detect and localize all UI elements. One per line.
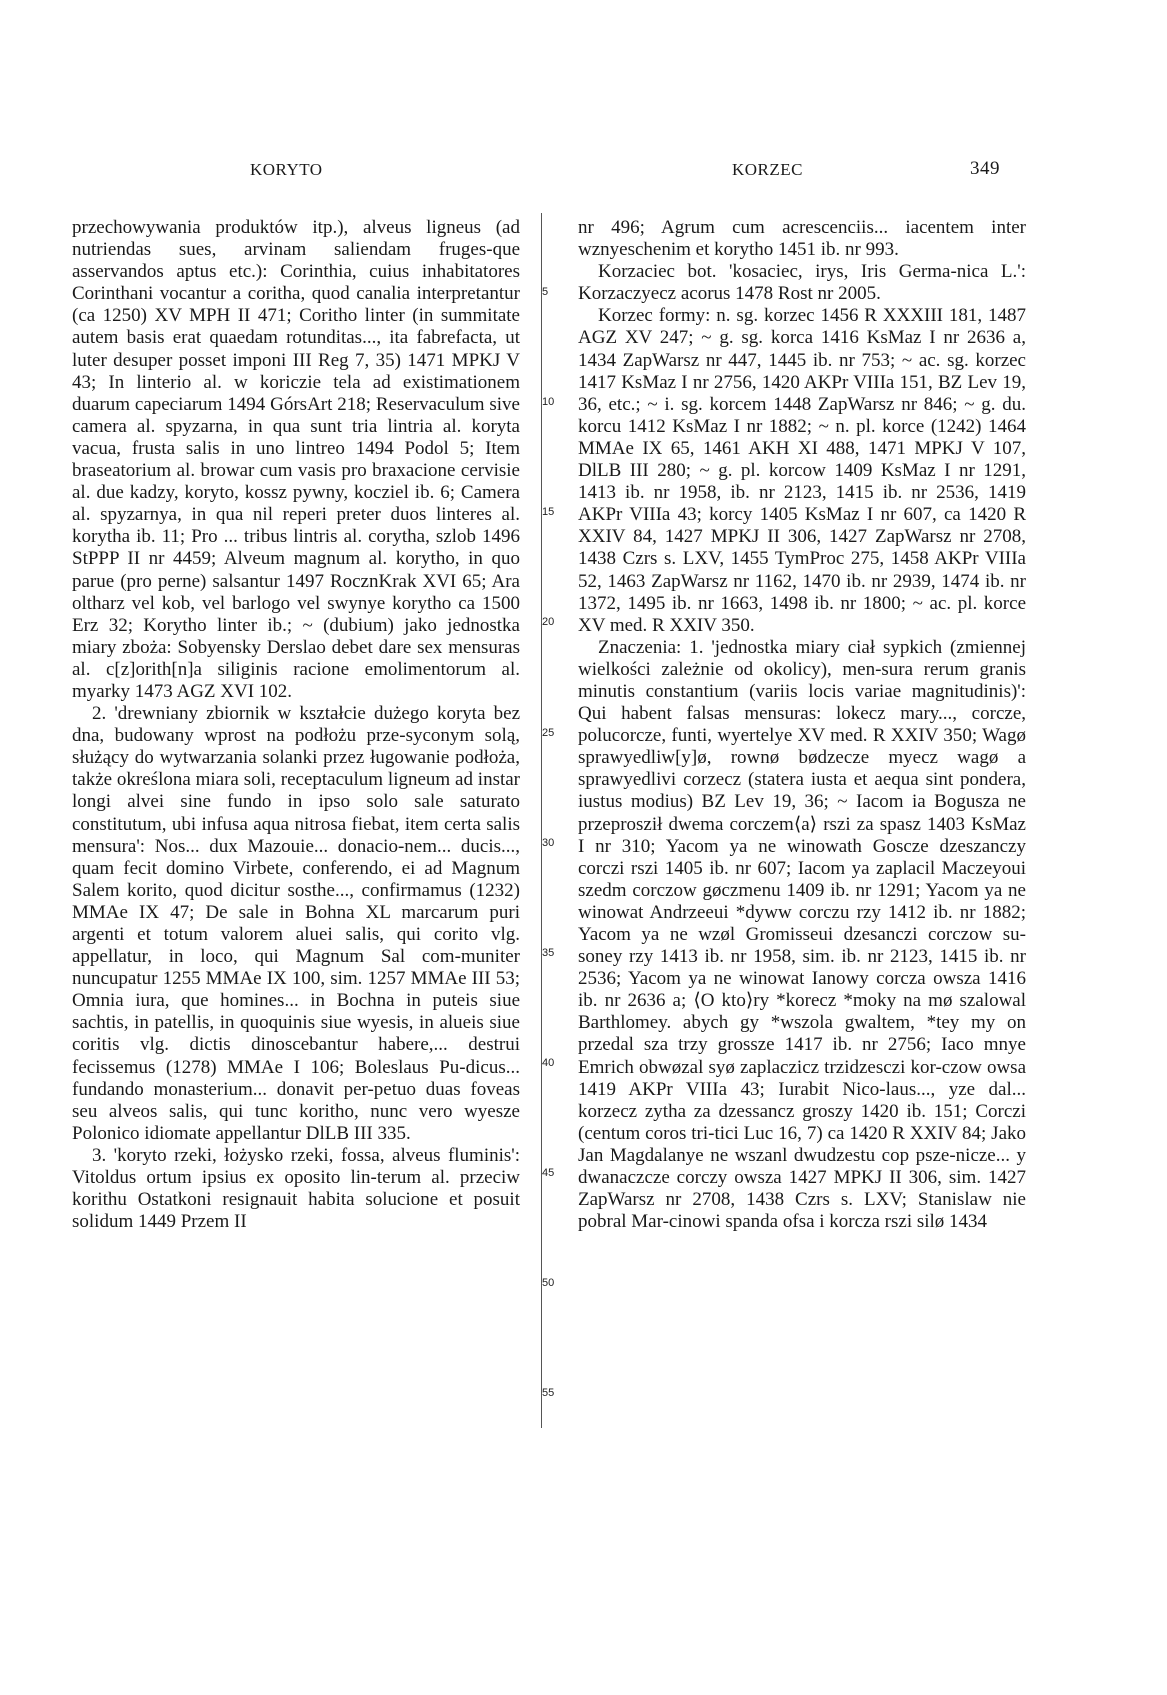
right-column xyxy=(578,217,1026,1233)
line-number: 15 xyxy=(542,506,555,518)
line-number: 5 xyxy=(542,286,549,298)
entry-koryto-sense-2: 2. 'drewniany zbiornik w kształcie dużego koryta bez dna, budowany wprost na podłożu prze-syconym solą, służący do wytwarzania solanki przez ługowanie podłoża, także określona miara soli, receptaculum ligneum ad instar longi alvei sine fundo in ipso solo sale saturato constitutum, ubi infusa aqua nitrosa fiebat, item certa salis mensura': Nos... dux Mazouie... donacio-nem... ducis..., quam fecit domino Virbete, conferendo, ei ad Magnum Salem korito, quod dicitur sosthe..., confirmamus (1232) MMAe IX 47; De sale in Bohna XL marcarum puri argenti et totum valorem aluei salis, qui corito vlg. appellatur, in loco, qui Magnum Sal com-muniter nuncupatur 1255 MMAe IX 100, sim. 1257 MMAe III 53; Omnia iura, que homines... in Bochna in puteis siue sachtis, in patellis, in quoquinis siue wyesis, in alueis siue coritis vlg. dictis dinoscebantur habere,... destrui fecissemus (1278) MMAe I 106; Boleslaus Pu-dicus... fundando monasterium... donavit per-petuo duas foveas seu alveos salis, qui tunc koritho, nunc vero wyesze Polonico idiomate appellantur DlLB III 335. xyxy=(72,703,520,1144)
line-number: 55 xyxy=(542,1387,555,1399)
running-head-left: KORYTO xyxy=(250,160,323,179)
line-number: 20 xyxy=(542,616,555,628)
entry-koryto-continuation: nr 496; Agrum cum acrescenciis... iacentem inter wznyeschenim et korytho 1451 ib. nr 993. xyxy=(578,217,1026,261)
line-number: 25 xyxy=(542,727,555,739)
line-number: 35 xyxy=(542,947,555,959)
line-number: 30 xyxy=(542,837,555,849)
page-number: 349 xyxy=(970,158,1000,179)
entry-korzaciec: Korzaciec bot. 'kosaciec, irys, Iris Germa-nica L.': Korzaczyecz acorus 1478 Rost nr 2005. xyxy=(578,261,1026,305)
line-number: 40 xyxy=(542,1057,555,1069)
line-number: 45 xyxy=(542,1167,555,1179)
entry-koryto-sense-1: przechowywania produktów itp.), alveus ligneus (ad nutriendas sues, arvinam saliendam fruges-que asservandos aptus etc.): Corinthia, cuius inhabitatores Corinthani vocantur a coritha, quod canalia interpretantur (ca 1250) XV MPH II 471; Coritho linter (in summitate autem basis erat quaedam rotunditas..., ita fabrefacta, ut luter desuper posset imponi III Reg 7, 35) 1471 MPKJ V 43; In linterio al. w koriczie tela ad existimationem duarum capeciarum 1494 GórsArt 218; Reservaculum sive camera al. spyzarna, in qua sunt tria lintria al. koryta vacua, frusta salis in uno lintreo 1494 Podol 5; Item braseatorium al. browar cum vasis pro braxacione cervisie al. due kadzy, koryto, kossz pywny, kocziel ib. 6; Camera al. spyzarnya, in qua nil reperi preter duos linteres al. korytha ib. 11; Pro ... tribus lintris al. corytha, szlob 1496 StPPP II nr 4459; Alveum magnum al. korytho, in quo parue (pro perne) salsantur 1497 RocznKrak XVI 65; Ara oltharz vel kob, vel barlogo vel swynye korytho ca 1500 Erz 32; Korytho linter ib.; ~ (dubium) jako jednostka miary zboża: Sobyensky Derslao debet dare sex mensuras al. c[z]orith[n]a siliginis racione emolimentorum al. myarky 1473 AGZ XVI 102. xyxy=(72,217,520,702)
entry-korzec-meanings: Znaczenia: 1. 'jednostka miary ciał sypkich (zmiennej wielkości zależnie od okolicy), men-sura rerum granis minutis constantium (variis locis variae magnitudinis)': Qui habent falsas mensuras: lokecz mary..., corcze, polucorcze, funti, wyertelye XV med. R XXIV 350; Wagø sprawyedliw[y]ø, rownø bødzecze myecz wagø a sprawyedlivi corzecz (statera iusta et aequa sint pondera, iustus modius) BZ Lev 19, 36; ~ Iacom ia Bogusza ne przeprosził dwema corczem⟨a⟩ rszi za spasz 1403 KsMaz I nr 310; Yacom ya ne winowath Goscze dzeszanczy corczi rszi 1405 ib. nr 607; Iacom ya zaplacil Maczeyoui szedm corczow gøczmenu 1409 ib. nr 1291; Yacom ya ne winowat Andrzeeui *dyww corczu rzy 1412 ib. nr 1882; Yacom ya ne wzøl Gromisseui dzesanczi corczow su-soney rzy 1413 ib. nr 1958, sim. ib. nr 2123, 1415 ib. nr 2536; Yacom ya ne winowat Ianowy corcza owsza 1416 ib. nr 2636 a; ⟨O kto⟩ry *korecz *moky na mø szalowal Barthlomey. abych gy *wszola gwaltem, *tey my on przedal sza trzy grossze 1417 ib. nr 2756; Iaco mnye Emrich obwøzal syø zaplaczicz trzidzesczi kor-czow owsa 1419 AKPr VIIIa 43; Iurabit Nico-laus..., yze dal... korzecz zytha za dzessancz groszy 1420 ib. 151; Corczi (centum coros tri-tici Luc 16, 7) ca 1420 R XXIV 84; Jako Jan Magdalanye ne wszanl dwudzestu cop psze-nicze... y dwanaczcze corczy owsza 1427 MPKJ II 306, sim. 1427 ZapWarsz nr 2708, 1438 Czrs s. LXV; Stanislaw nie pobral Mar-cinowi spanda ofsa i korcza rszi silø 1434 xyxy=(578,636,1026,1233)
entry-korzec-forms: Korzec formy: n. sg. korzec 1456 R XXXIII 181, 1487 AGZ XV 247; ~ g. sg. korca 1416 KsMaz I nr 2636 a, 1434 ZapWarsz nr 447, 1445 ib. nr 753; ~ ac. sg. korzec 1417 KsMaz I nr 2756, 1420 AKPr VIIIa 151, BZ Lev 19, 36, etc.; ~ i. sg. korcem 1448 ZapWarsz nr 846; ~ g. du. korcu 1412 KsMaz I nr 1882; ~ n. pl. korce (1242) 1464 MMAe IX 65, 1461 AKH XI 488, 1471 MPKJ V 107, DlLB III 280; ~ g. pl. korcow 1409 KsMaz I nr 1291, 1413 ib. nr 1958, ib. nr 2123, 1415 ib. nr 2536, 1419 AKPr VIIIa 43; korcy 1405 KsMaz I nr 607, ca 1420 R XXIV 84, 1427 MPKJ II 306, 1427 ZapWarsz nr 2708, 1438 Czrs s. LXV, 1455 TymProc 275, 1458 AKPr VIIIa 52, 1463 ZapWarsz nr 1162, 1470 ib. nr 2939, 1474 ib. nr 1372, 1495 ib. nr 1663, 1498 ib. nr 1800; ~ ac. pl. korce XV med. R XXIV 350. xyxy=(578,305,1026,636)
line-number: 50 xyxy=(542,1277,555,1289)
left-column xyxy=(72,217,520,1233)
entry-koryto-sense-3: 3. 'koryto rzeki, łożysko rzeki, fossa, alveus fluminis': Vitoldus ortum ipsius ex oposito lin-terum al. przeciw korithu Ostatkoni resignauit habita solucione et posuit solidum 1449 Przem II xyxy=(72,1144,520,1233)
line-number: 10 xyxy=(542,396,555,408)
running-head-right: KORZEC xyxy=(732,160,803,179)
